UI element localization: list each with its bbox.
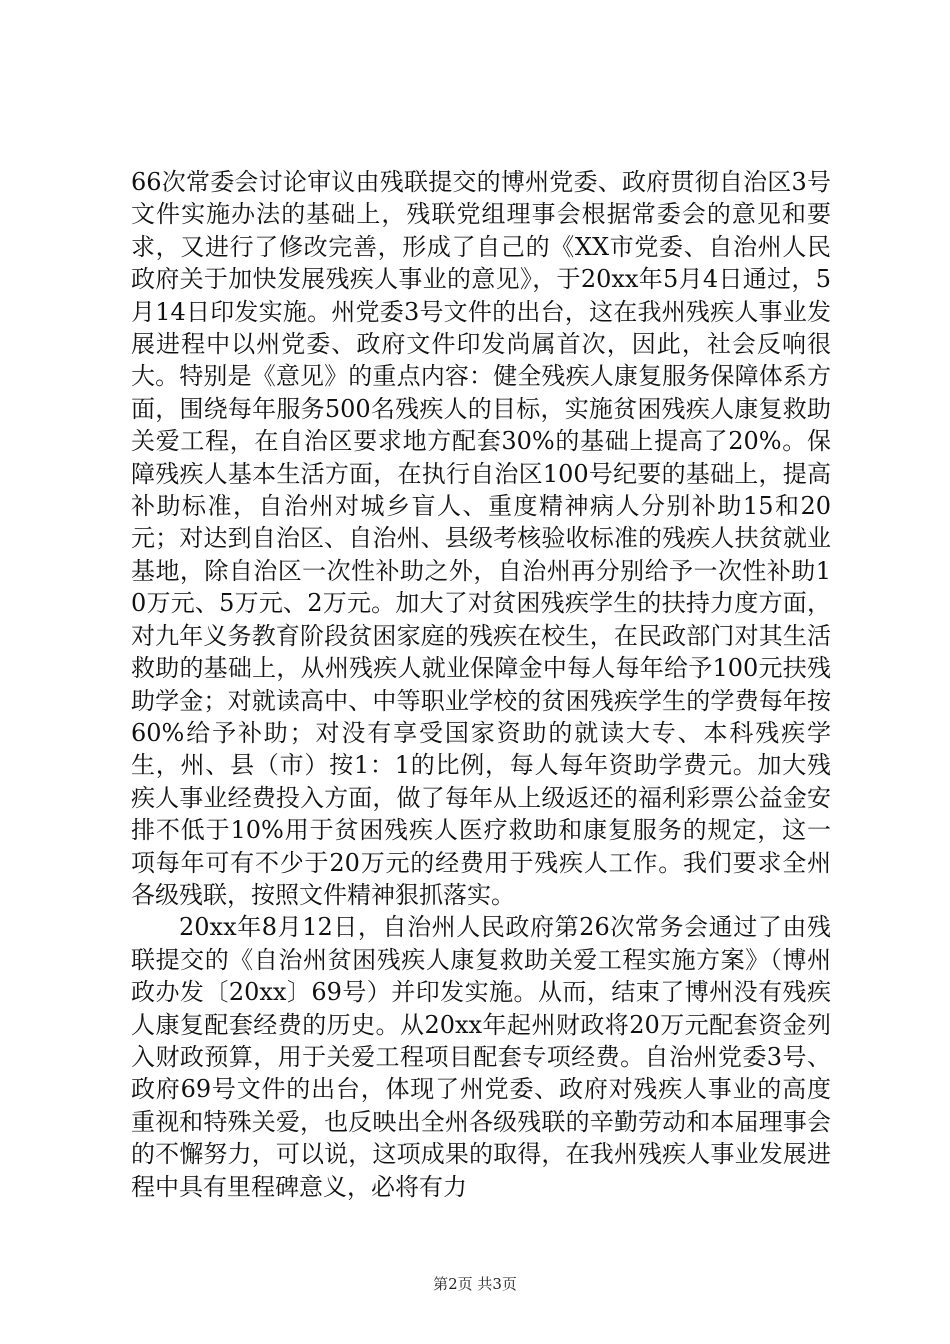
page-footer: 第2页 共3页 (433, 1275, 517, 1293)
paragraph-1: 66次常委会讨论审议由残联提交的博州党委、政府贯彻自治区3号文件实施办法的基础上，残联党组理事会根据常委会的意见和要求，又进行了修改完善，形成了自己的《XX市党委、自治州人民政府关于加快发展残疾人事业的意见》，于20xx年5月4日通过，5月14日印发实施。州党委3号文件的出台，这在我州残疾人事业发展进程中以州党委、政府文件印发尚属首次，因此，社会反响很大。特别是《意见》的重点内容：健全残疾人康复服务保障体系方面，围绕每年服务500名残疾人的目标，实施贫困残疾人康复救助关爱工程，在自治区要求地方配套30%的基础上提高了20%。保障残疾人基本生活方面，在执行自治区100号纪要的基础上，提高补助标准，自治州对城乡盲人、重度精神病人分别补助15和20元；对达到自治区、自治州、县级考核验收标准的残疾人扶贫就业基地，除自治区一次性补助之外，自治州再分别给予一次性补助10万元、5万元、2万元。加大了对贫困残疾学生的扶持力度方面，对九年义务教育阶段贫困家庭的残疾在校生，在民政部门对其生活救助的基础上，从州残疾人就业保障金中每人每年给予100元扶残助学金；对就读高中、中等职业学校的贫困残疾学生的学费每年按60%给予补助；对没有享受国家资助的就读大专、本科残疾学生，州、县（市）按1：1的比例，每人每年资助学费元。加大残疾人事业经费投入方面，做了每年从上级返还的福利彩票公益金安排不低于10%用于贫困残疾人医疗救助和康复服务的规定，这一项每年可有不少于20万元的经费用于残疾人工作。我们要求全州各级残联，按照文件精神狠抓落实。 (131, 168, 831, 909)
body-text (131, 166, 831, 1203)
paragraph-2: 20xx年8月12日，自治州人民政府第26次常务会通过了由残联提交的《自治州贫困残疾人康复救助关爱工程实施方案》（博州政办发〔20xx〕69号）并印发实施。从而，结束了博州没有残疾人康复配套经费的历史。从20xx年起州财政将20万元配套资金列入财政预算，用于关爱工程项目配套专项经费。自治州党委3号、政府69号文件的出台，体现了州党委、政府对残疾人事业的高度重视和特殊关爱，也反映出全州各级残联的辛勤劳动和本届理事会的不懈努力，可以说，这项成果的取得，在我州残疾人事业发展进程中具有里程碑意义，必将有力 (131, 913, 831, 1201)
